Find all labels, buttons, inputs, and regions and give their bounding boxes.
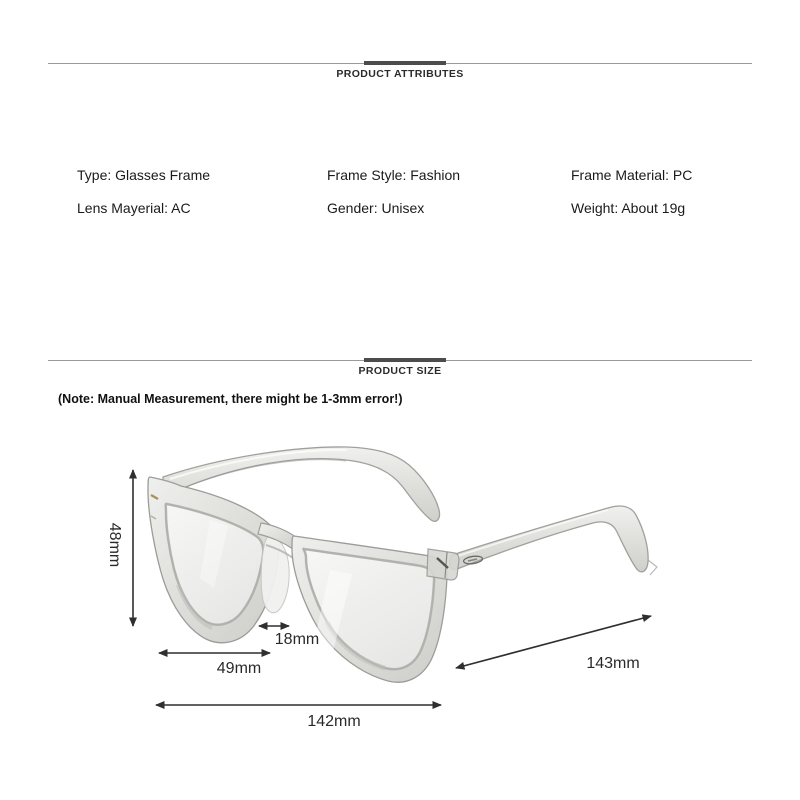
size-heading: PRODUCT SIZE — [358, 365, 442, 377]
attribute-frame-material: Frame Material: PC — [571, 167, 693, 183]
dimension-label-lens-width: 49mm — [216, 660, 262, 677]
left-lens — [148, 477, 279, 643]
measurement-note: (Note: Manual Measurement, there might be 1-3mm error!) — [58, 392, 403, 406]
attribute-gender: Gender: Unisex — [327, 200, 425, 216]
dimension-label-bridge-width: 18mm — [274, 631, 320, 648]
far-temple — [450, 506, 657, 575]
attribute-frame-style: Frame Style: Fashion — [327, 167, 461, 183]
dimension-label-lens-height: 48mm — [106, 522, 123, 568]
attribute-lens-material: Lens Mayerial: AC — [77, 200, 191, 216]
attributes-heading: PRODUCT ATTRIBUTES — [336, 68, 464, 80]
right-lens — [292, 536, 447, 682]
attribute-type: Type: Glasses Frame — [77, 167, 211, 183]
attribute-weight: Weight: About 19g — [571, 200, 686, 216]
dimension-label-temple-length: 143mm — [586, 655, 640, 672]
dimension-label-frame-width: 142mm — [307, 713, 361, 730]
